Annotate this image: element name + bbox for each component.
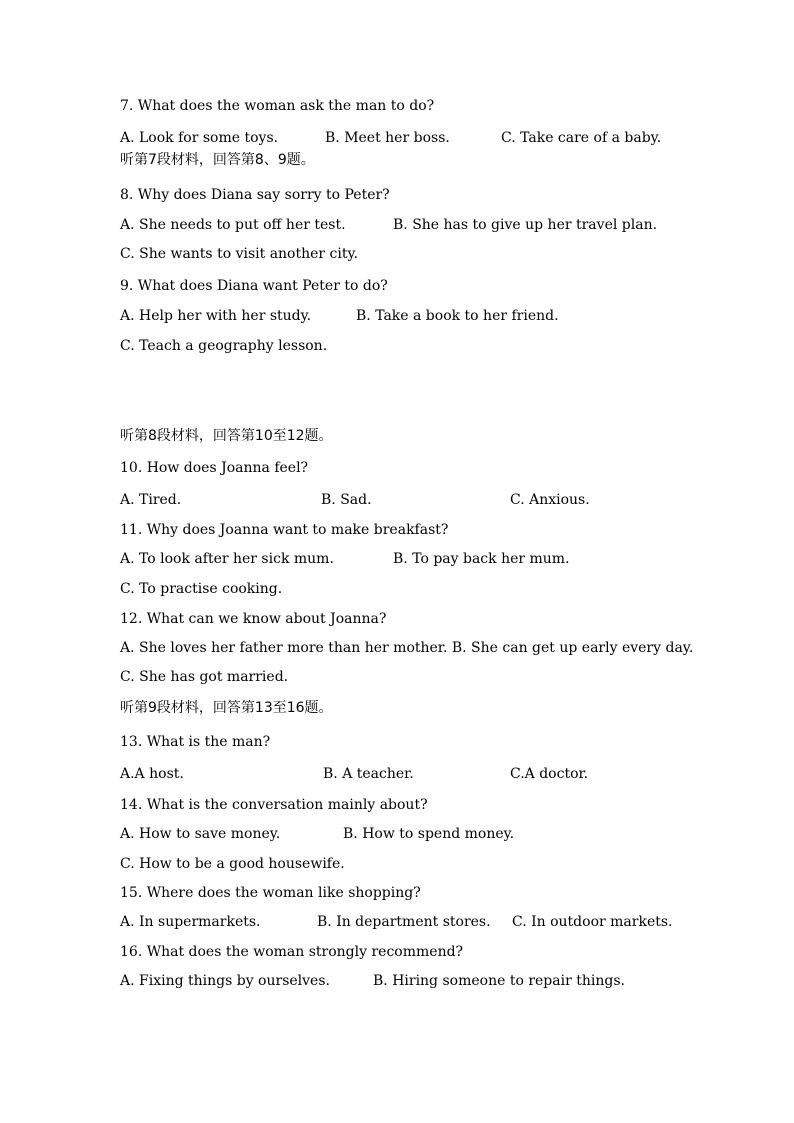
section-7-instruction: 听第7段材料，回答第8、9题。: [120, 152, 315, 168]
q9-option-a: A. Help her with her study.: [120, 308, 312, 324]
q16-option-a: A. Fixing things by ourselves.: [120, 973, 330, 989]
question-7: 7. What does the woman ask the man to do?: [120, 98, 435, 114]
q11-option-a: A. To look after her sick mum.: [120, 551, 334, 567]
q15-option-a: A. In supermarkets.: [120, 914, 261, 930]
q11-option-b: B. To pay back her mum.: [393, 551, 570, 567]
question-11: 11. Why does Joanna want to make breakfast?: [120, 522, 449, 538]
q11-option-c: C. To practise cooking.: [120, 581, 283, 597]
question-13: 13. What is the man?: [120, 734, 271, 750]
q14-option-b: B. How to spend money.: [343, 826, 515, 842]
question-15: 15. Where does the woman like shopping?: [120, 885, 421, 901]
section-8-instruction: 听第8段材料，回答第10至12题。: [120, 428, 333, 444]
section-9-instruction: 听第9段材料，回答第13至16题。: [120, 700, 333, 716]
q15-option-b: B. In department stores.: [317, 914, 491, 930]
q8-option-b: B. She has to give up her travel plan.: [393, 217, 658, 233]
q7-option-c: C. Take care of a baby.: [501, 130, 662, 146]
q16-option-b: B. Hiring someone to repair things.: [373, 973, 625, 989]
q13-option-c: C.A doctor.: [510, 766, 589, 782]
q8-option-c: C. She wants to visit another city.: [120, 246, 358, 262]
q7-option-a: A. Look for some toys.: [120, 130, 279, 146]
q14-option-a: A. How to save money.: [120, 826, 281, 842]
question-12: 12. What can we know about Joanna?: [120, 611, 387, 627]
q7-option-b: B. Meet her boss.: [325, 130, 450, 146]
q9-option-c: C. Teach a geography lesson.: [120, 338, 328, 354]
q13-option-a: A.A host.: [120, 766, 184, 782]
q13-option-b: B. A teacher.: [323, 766, 414, 782]
question-16: 16. What does the woman strongly recommend?: [120, 944, 464, 960]
q12-options-a-b: A. She loves her father more than her mother. B. She can get up early every day.: [120, 640, 694, 656]
question-14: 14. What is the conversation mainly about?: [120, 797, 428, 813]
q10-option-a: A. Tired.: [120, 492, 182, 508]
q8-option-a: A. She needs to put off her test.: [120, 217, 346, 233]
q12-option-c: C. She has got married.: [120, 669, 289, 685]
question-8: 8. Why does Diana say sorry to Peter?: [120, 187, 390, 203]
q15-option-c: C. In outdoor markets.: [512, 914, 673, 930]
q10-option-b: B. Sad.: [321, 492, 372, 508]
q14-option-c: C. How to be a good housewife.: [120, 856, 345, 872]
q9-option-b: B. Take a book to her friend.: [356, 308, 559, 324]
question-9: 9. What does Diana want Peter to do?: [120, 278, 388, 294]
question-10: 10. How does Joanna feel?: [120, 460, 309, 476]
q10-option-c: C. Anxious.: [510, 492, 590, 508]
